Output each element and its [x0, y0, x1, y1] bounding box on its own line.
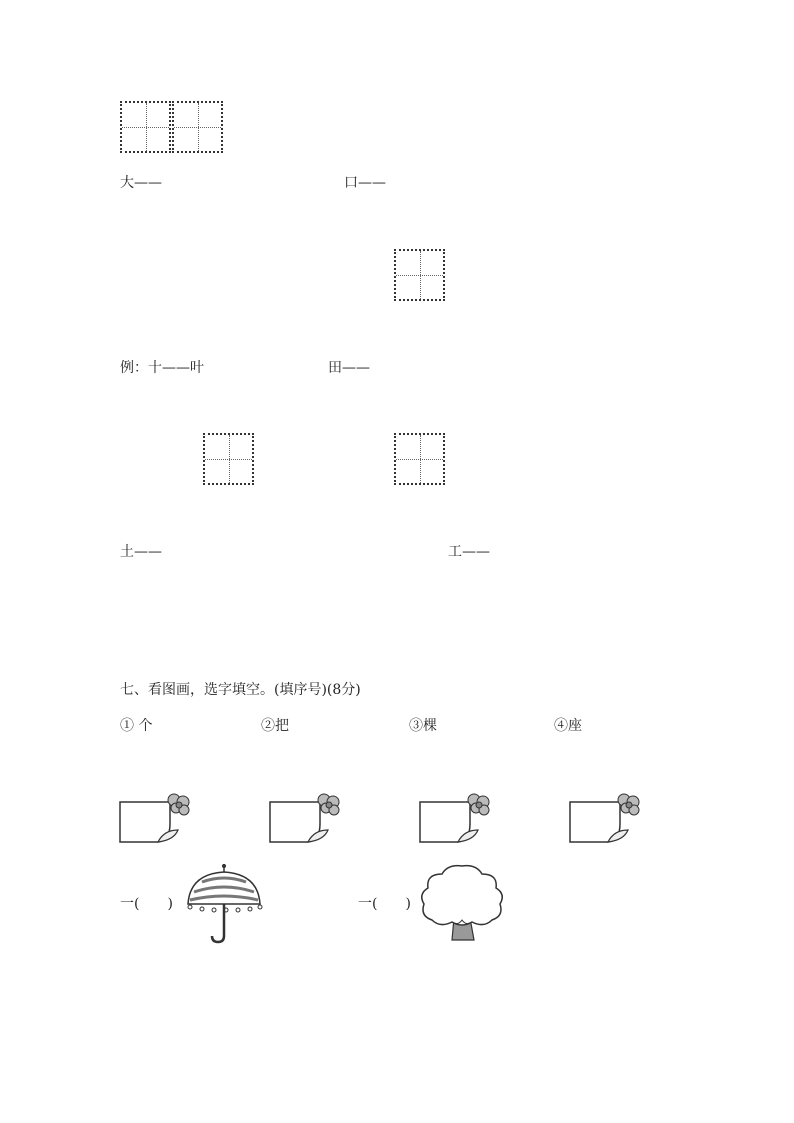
writing-grid[interactable] — [172, 101, 223, 153]
blank-umbrella[interactable]: 一( ) — [120, 896, 173, 912]
answer-card[interactable] — [268, 790, 344, 846]
answer-card[interactable] — [568, 790, 644, 846]
pair-example: 例：十——叶 — [120, 360, 204, 376]
writing-grid[interactable] — [394, 433, 445, 485]
umbrella-icon — [184, 862, 264, 944]
pair-tu: 土—— — [120, 544, 162, 560]
option-1: ① 个 — [120, 718, 153, 734]
pair-da: 大—— — [120, 175, 162, 191]
writing-grid[interactable] — [394, 249, 445, 301]
blank-tree[interactable]: 一( ) — [358, 896, 411, 912]
option-4: ④座 — [554, 718, 582, 734]
option-3: ③棵 — [409, 718, 437, 734]
pair-gong: 工—— — [448, 544, 490, 560]
pair-tian: 田—— — [328, 360, 370, 376]
pair-kou: 口—— — [344, 175, 386, 191]
writing-grid[interactable] — [120, 101, 171, 153]
writing-grid[interactable] — [203, 433, 254, 485]
answer-card[interactable] — [118, 790, 194, 846]
answer-card[interactable] — [418, 790, 494, 846]
section-7-title: 七、看图画，选字填空。(填序号)(8分) — [120, 682, 361, 698]
option-2: ②把 — [261, 718, 289, 734]
tree-icon — [418, 862, 506, 944]
